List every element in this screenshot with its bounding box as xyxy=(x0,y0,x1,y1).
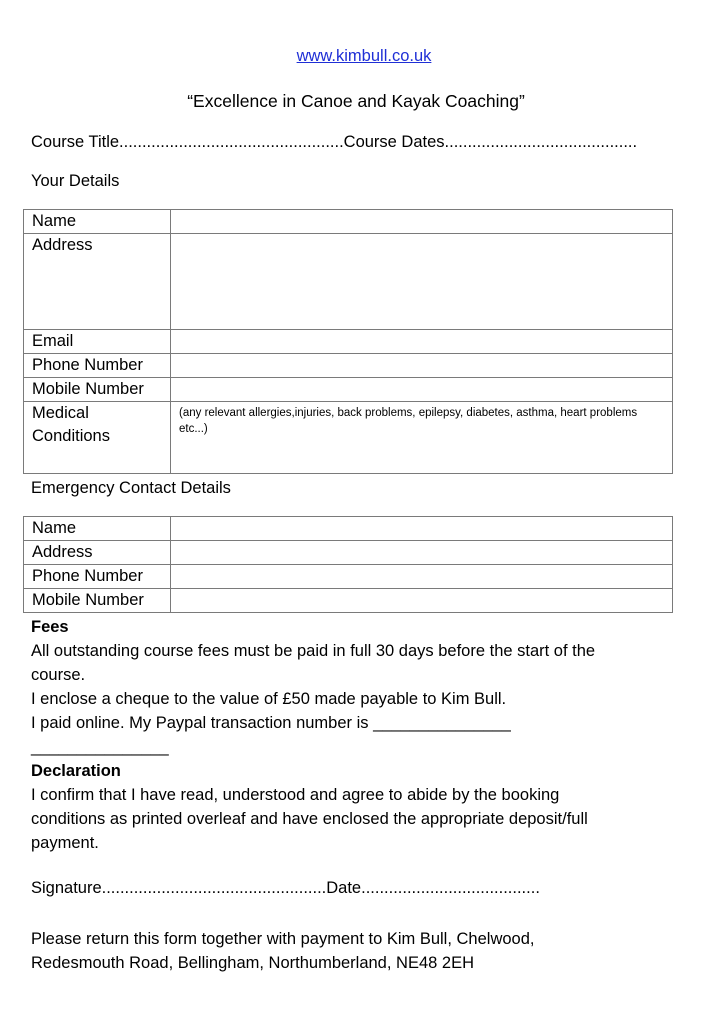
medical-label-line2: Conditions xyxy=(32,427,110,445)
course-title-dates-line[interactable]: Course Title.................................................Course Dates.......................................... xyxy=(31,133,638,151)
emergency-name-label: Name xyxy=(24,517,171,541)
declaration-line2: conditions as printed overleaf and have enclosed the appropriate deposit/full xyxy=(31,810,588,828)
phone-field[interactable] xyxy=(171,354,673,378)
phone-label: Phone Number xyxy=(24,354,171,378)
address-field[interactable] xyxy=(171,234,673,330)
emergency-address-label: Address xyxy=(24,541,171,565)
declaration-heading: Declaration xyxy=(31,762,121,780)
signature-date-line[interactable]: Signature.................................................Date....................................... xyxy=(31,879,540,897)
emergency-heading: Emergency Contact Details xyxy=(31,479,231,497)
medical-label xyxy=(24,402,171,474)
return-address xyxy=(31,927,681,975)
email-field[interactable] xyxy=(171,330,673,354)
your-details-table xyxy=(23,209,673,474)
emergency-mobile-field[interactable] xyxy=(171,589,673,613)
name-label: Name xyxy=(24,210,171,234)
medical-note: (any relevant allergies,injuries, back problems, epilepsy, diabetes, asthma, heart problems etc...) xyxy=(179,407,638,435)
tagline: “Excellence in Canoe and Kayak Coaching” xyxy=(187,91,525,111)
fees-heading: Fees xyxy=(31,618,69,636)
paypal-option[interactable]: I paid online. My Paypal transaction number is _______________ xyxy=(31,714,511,732)
fees-section xyxy=(31,615,681,855)
emergency-name-field[interactable] xyxy=(171,517,673,541)
emergency-table xyxy=(23,516,673,613)
website-link[interactable]: www.kimbull.co.uk xyxy=(296,47,432,65)
return-line1: Please return this form together with payment to Kim Bull, Chelwood, xyxy=(31,930,535,948)
emergency-mobile-label: Mobile Number xyxy=(24,589,171,613)
emergency-address-field[interactable] xyxy=(171,541,673,565)
emergency-phone-label: Phone Number xyxy=(24,565,171,589)
declaration-line1: I confirm that I have read, understood and agree to abide by the booking xyxy=(31,786,560,804)
return-line2: Redesmouth Road, Bellingham, Northumberland, NE48 2EH xyxy=(31,954,474,972)
address-label: Address xyxy=(24,234,171,330)
medical-field[interactable] xyxy=(171,402,673,474)
cheque-option[interactable]: I enclose a cheque to the value of £50 made payable to Kim Bull. xyxy=(31,690,507,708)
email-label: Email xyxy=(24,330,171,354)
paypal-transaction-field[interactable]: _______________ xyxy=(31,738,169,756)
fees-text-line2: course. xyxy=(31,666,86,684)
emergency-phone-field[interactable] xyxy=(171,565,673,589)
mobile-label: Mobile Number xyxy=(24,378,171,402)
medical-label-line1: Medical xyxy=(32,404,89,422)
declaration-line3: payment. xyxy=(31,834,99,852)
mobile-field[interactable] xyxy=(171,378,673,402)
your-details-heading: Your Details xyxy=(31,172,120,190)
name-field[interactable] xyxy=(171,210,673,234)
fees-text-line1: All outstanding course fees must be paid in full 30 days before the start of the xyxy=(31,642,596,660)
